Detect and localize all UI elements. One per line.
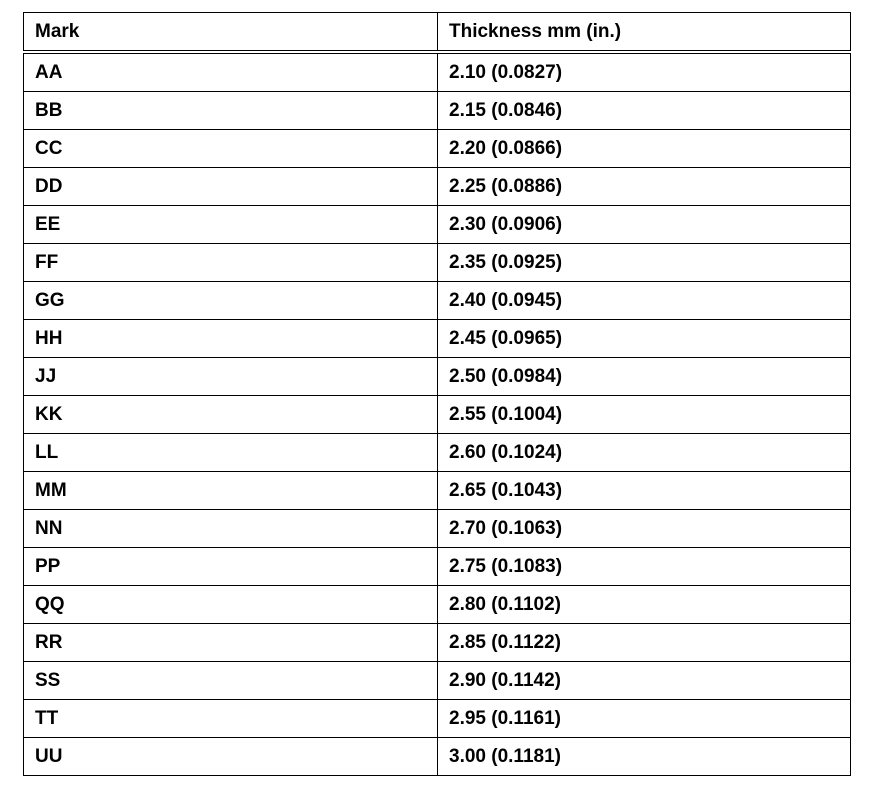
thickness-cell: 2.15 (0.0846) (438, 92, 851, 130)
table-row (24, 472, 851, 510)
thickness-cell: 2.90 (0.1142) (438, 662, 851, 700)
table-row (24, 510, 851, 548)
table-row (24, 92, 851, 130)
mark-cell: TT (24, 700, 438, 738)
mark-cell: MM (24, 472, 438, 510)
thickness-cell: 2.80 (0.1102) (438, 586, 851, 624)
header-row (24, 13, 851, 53)
table-row (24, 738, 851, 776)
thickness-cell: 2.75 (0.1083) (438, 548, 851, 586)
thickness-cell: 2.95 (0.1161) (438, 700, 851, 738)
mark-cell: PP (24, 548, 438, 586)
thickness-cell: 2.25 (0.0886) (438, 168, 851, 206)
mark-cell: RR (24, 624, 438, 662)
mark-cell: CC (24, 130, 438, 168)
table-row (24, 396, 851, 434)
table-row (24, 662, 851, 700)
table-row (24, 624, 851, 662)
mark-cell: KK (24, 396, 438, 434)
thickness-cell: 2.65 (0.1043) (438, 472, 851, 510)
table-row (24, 548, 851, 586)
mark-cell: FF (24, 244, 438, 282)
mark-cell: NN (24, 510, 438, 548)
thickness-cell: 2.70 (0.1063) (438, 510, 851, 548)
mark-cell: JJ (24, 358, 438, 396)
mark-cell: LL (24, 434, 438, 472)
mark-cell: HH (24, 320, 438, 358)
thickness-cell: 2.20 (0.0866) (438, 130, 851, 168)
thickness-cell: 2.85 (0.1122) (438, 624, 851, 662)
thickness-table (23, 12, 851, 776)
table-header (24, 13, 851, 53)
mark-cell: AA (24, 52, 438, 92)
thickness-cell: 2.50 (0.0984) (438, 358, 851, 396)
mark-cell: QQ (24, 586, 438, 624)
thickness-cell: 2.35 (0.0925) (438, 244, 851, 282)
thickness-cell: 2.60 (0.1024) (438, 434, 851, 472)
table-row (24, 282, 851, 320)
table-row (24, 244, 851, 282)
column-header-mark: Mark (24, 13, 438, 53)
mark-cell: EE (24, 206, 438, 244)
mark-cell: BB (24, 92, 438, 130)
table-row (24, 52, 851, 92)
table-row (24, 320, 851, 358)
thickness-cell: 2.30 (0.0906) (438, 206, 851, 244)
column-header-thickness: Thickness mm (in.) (438, 13, 851, 53)
table-row (24, 700, 851, 738)
table-row (24, 168, 851, 206)
thickness-cell: 2.40 (0.0945) (438, 282, 851, 320)
table-body (24, 52, 851, 776)
thickness-cell: 2.45 (0.0965) (438, 320, 851, 358)
thickness-cell: 2.10 (0.0827) (438, 52, 851, 92)
thickness-cell: 3.00 (0.1181) (438, 738, 851, 776)
table-row (24, 586, 851, 624)
table-row (24, 434, 851, 472)
mark-cell: SS (24, 662, 438, 700)
mark-cell: UU (24, 738, 438, 776)
mark-cell: DD (24, 168, 438, 206)
table-row (24, 206, 851, 244)
thickness-cell: 2.55 (0.1004) (438, 396, 851, 434)
mark-cell: GG (24, 282, 438, 320)
table-row (24, 358, 851, 396)
table-row (24, 130, 851, 168)
